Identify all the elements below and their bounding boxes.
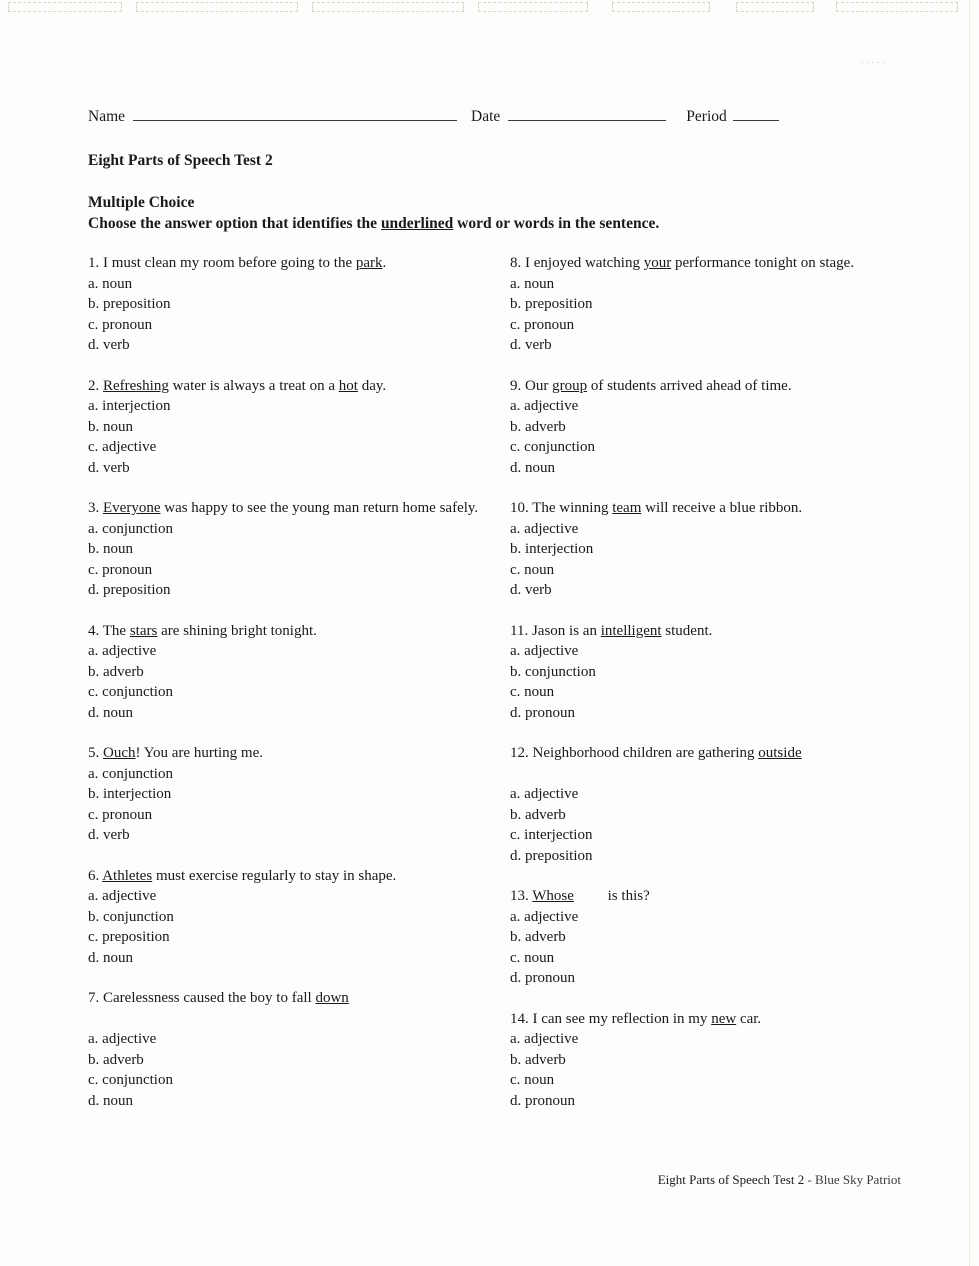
answer-option: b. interjection (510, 541, 594, 557)
answer-option: d. pronoun (510, 1092, 575, 1109)
answer-option: b. interjection (88, 786, 172, 802)
question-13 (510, 886, 921, 989)
underlined-word: Everyone (103, 500, 161, 516)
question-sentence (510, 253, 921, 274)
sentence-text: Neighborhood children are gathering (532, 745, 759, 761)
answer-option: d. noun (88, 949, 133, 966)
answer-option: d. pronoun (510, 704, 575, 721)
answer-option: c. conjunction (88, 684, 173, 700)
answer-option: a. noun (510, 275, 555, 292)
question-8 (510, 253, 921, 356)
answer-option: c. conjunction (88, 1072, 173, 1088)
questions-area (88, 253, 921, 1131)
underlined-word: down (315, 990, 349, 1006)
question-sentence (510, 621, 921, 642)
answer-option: c. preposition (88, 929, 170, 945)
answer-option: a. adjective (510, 908, 579, 925)
question-sentence (88, 498, 486, 519)
sentence-text: of students arrived ahead of time. (587, 377, 792, 394)
question-number: 12. (510, 745, 533, 761)
scan-artifact-right-edge (969, 0, 970, 1266)
answer-option: d. preposition (510, 847, 593, 864)
answer-option: c. pronoun (88, 561, 153, 578)
period-label: Period (686, 108, 727, 125)
answer-option: a. adjective (510, 520, 579, 537)
question-sentence (88, 866, 486, 887)
instructions (88, 213, 921, 234)
question-number: 6. (88, 867, 103, 884)
answer-option: a. interjection (88, 398, 171, 414)
answer-option: d. verb (510, 582, 552, 598)
instructions-underlined-word: underlined (380, 215, 454, 232)
answer-option: b. preposition (510, 296, 593, 312)
questions-column-left (88, 253, 486, 1131)
answer-option: c. conjunction (510, 439, 595, 455)
answer-option: b. adverb (510, 806, 566, 823)
instructions-post: word or words in the sentence. (453, 215, 660, 232)
sentence-text: I enjoyed watching (525, 255, 644, 271)
underlined-word: Whose (532, 888, 574, 904)
answer-option: a. noun (88, 275, 133, 292)
answer-option: d. noun (88, 1092, 133, 1109)
sentence-text: Carelessness caused the boy to fall (103, 990, 316, 1006)
answer-option: d. verb (88, 827, 130, 843)
answer-option: a. adjective (510, 643, 579, 659)
question-3 (88, 498, 486, 601)
underlined-word: team (612, 500, 642, 516)
answer-option: a. adjective (510, 786, 579, 802)
answer-option: a. adjective (510, 398, 579, 414)
footer-doc-title: Eight Parts of Speech Test 2 (657, 1172, 805, 1187)
underlined-word: outside (758, 745, 802, 761)
question-number: 11. (510, 622, 532, 639)
date-blank (508, 106, 666, 121)
name-blank (133, 106, 457, 121)
question-2 (88, 376, 486, 479)
answer-option: d. noun (510, 459, 555, 476)
answer-option: a. adjective (88, 888, 157, 904)
question-number: 3. (88, 500, 103, 516)
answer-option: a. adjective (88, 643, 157, 659)
answer-option: a. adjective (88, 1031, 157, 1047)
underlined-word: Ouch (103, 745, 136, 761)
scan-artifact (612, 2, 710, 12)
name-label: Name (88, 108, 126, 125)
answer-option: c. interjection (510, 827, 593, 843)
question-sentence (510, 886, 921, 907)
scan-artifact-top (0, 2, 979, 14)
question-number: 7. (88, 990, 103, 1006)
answer-option: c. pronoun (88, 316, 153, 333)
question-sentence (510, 743, 921, 764)
sentence-text: . (382, 255, 387, 271)
section-heading: Multiple Choice (88, 194, 195, 211)
underlined-word: group (552, 377, 588, 394)
question-sentence (510, 376, 921, 397)
sentence-text: water is always a treat on a (168, 377, 339, 394)
question-sentence (510, 498, 921, 519)
underlined-word: park (355, 255, 383, 271)
answer-option: d. pronoun (510, 970, 575, 986)
question-number: 2. (88, 377, 103, 394)
sentence-text: is this? (573, 888, 650, 904)
question-11 (510, 621, 921, 724)
scan-artifact (312, 2, 464, 12)
answer-option: b. adverb (510, 929, 566, 945)
answer-option: b. noun (88, 418, 133, 435)
question-1 (88, 253, 486, 356)
question-sentence (88, 621, 486, 642)
header-fill-row (88, 106, 921, 126)
footer-credit: - Blue Sky Patriot (807, 1172, 901, 1187)
sentence-text: The winning (532, 500, 613, 516)
answer-option: d. verb (88, 459, 130, 476)
answer-option: a. conjunction (88, 765, 173, 782)
answer-option: c. pronoun (510, 316, 575, 333)
answer-option: b. adverb (510, 418, 566, 435)
answer-option: b. conjunction (510, 663, 596, 680)
period-blank (733, 106, 779, 121)
question-sentence (510, 1009, 921, 1030)
scan-artifact-mark: ····· (860, 58, 887, 69)
questions-column-right (510, 253, 921, 1131)
answer-option: c. pronoun (88, 806, 153, 823)
question-number: 14. (510, 1010, 533, 1027)
question-7 (88, 988, 486, 1111)
underlined-word: Refreshing (103, 377, 169, 394)
underlined-word: intelligent (600, 622, 662, 639)
answer-option: c. noun (510, 1072, 555, 1088)
sentence-text: are shining bright tonight. (157, 622, 317, 639)
underlined-word: hot (338, 377, 358, 394)
answer-option: d. noun (88, 704, 133, 721)
sentence-text: performance tonight on stage. (671, 255, 855, 271)
sentence-text: I can see my reflection in my (532, 1010, 712, 1027)
question-number: 5. (88, 745, 103, 761)
question-12 (510, 743, 921, 866)
question-sentence (88, 743, 486, 764)
question-number: 13. (510, 888, 533, 904)
answer-option: b. conjunction (88, 908, 174, 925)
answer-option: c. adjective (88, 439, 157, 455)
scan-artifact (736, 2, 814, 12)
question-number: 4. (88, 622, 103, 639)
answer-option: b. preposition (88, 296, 171, 312)
question-10 (510, 498, 921, 601)
sentence-text: was happy to see the young man return home safely. (160, 500, 479, 516)
document-content (88, 106, 921, 1131)
answer-option: b. noun (88, 541, 133, 557)
footer (658, 1172, 901, 1188)
answer-option: c. noun (510, 949, 555, 966)
underlined-word: stars (129, 622, 158, 639)
answer-option: b. adverb (88, 663, 144, 680)
answer-option: d. verb (510, 337, 552, 353)
question-sentence (88, 988, 486, 1009)
question-number: 1. (88, 255, 103, 271)
answer-option: c. noun (510, 684, 555, 700)
date-label: Date (471, 108, 501, 125)
sentence-text: car. (736, 1010, 762, 1027)
sentence-text: Our (525, 377, 553, 394)
answer-option: a. conjunction (88, 520, 173, 537)
sentence-text: must exercise regularly to stay in shape. (152, 867, 397, 884)
answer-option: b. adverb (510, 1051, 566, 1068)
question-14 (510, 1009, 921, 1112)
instructions-pre: Choose the answer option that identifies the (88, 215, 381, 232)
sentence-text: student. (661, 622, 713, 639)
answer-option: b. adverb (88, 1051, 144, 1068)
question-9 (510, 376, 921, 479)
question-6 (88, 866, 486, 969)
underlined-word: Athletes (102, 867, 153, 884)
sentence-text: I must clean my room before going to the (103, 255, 356, 271)
sentence-text: ! You are hurting me. (135, 745, 263, 761)
question-number: 10. (510, 500, 533, 516)
sentence-text: The (102, 622, 130, 639)
scan-artifact (136, 2, 298, 12)
question-sentence (88, 376, 486, 397)
page-title: Eight Parts of Speech Test 2 (88, 152, 273, 169)
question-number: 8. (510, 255, 525, 271)
question-5 (88, 743, 486, 846)
question-4 (88, 621, 486, 724)
answer-option: d. verb (88, 337, 130, 353)
question-sentence (88, 253, 486, 274)
sentence-text: Jason is an (531, 622, 601, 639)
scan-artifact (836, 2, 958, 12)
scan-artifact (478, 2, 588, 12)
scan-artifact (8, 2, 122, 12)
question-number: 9. (510, 377, 525, 394)
answer-option: c. noun (510, 561, 555, 578)
answer-option: d. preposition (88, 582, 171, 598)
underlined-word: your (643, 255, 672, 271)
answer-option: a. adjective (510, 1031, 579, 1047)
underlined-word: new (711, 1010, 737, 1027)
sentence-text: will receive a blue ribbon. (641, 500, 803, 516)
sentence-text: day. (357, 377, 387, 394)
